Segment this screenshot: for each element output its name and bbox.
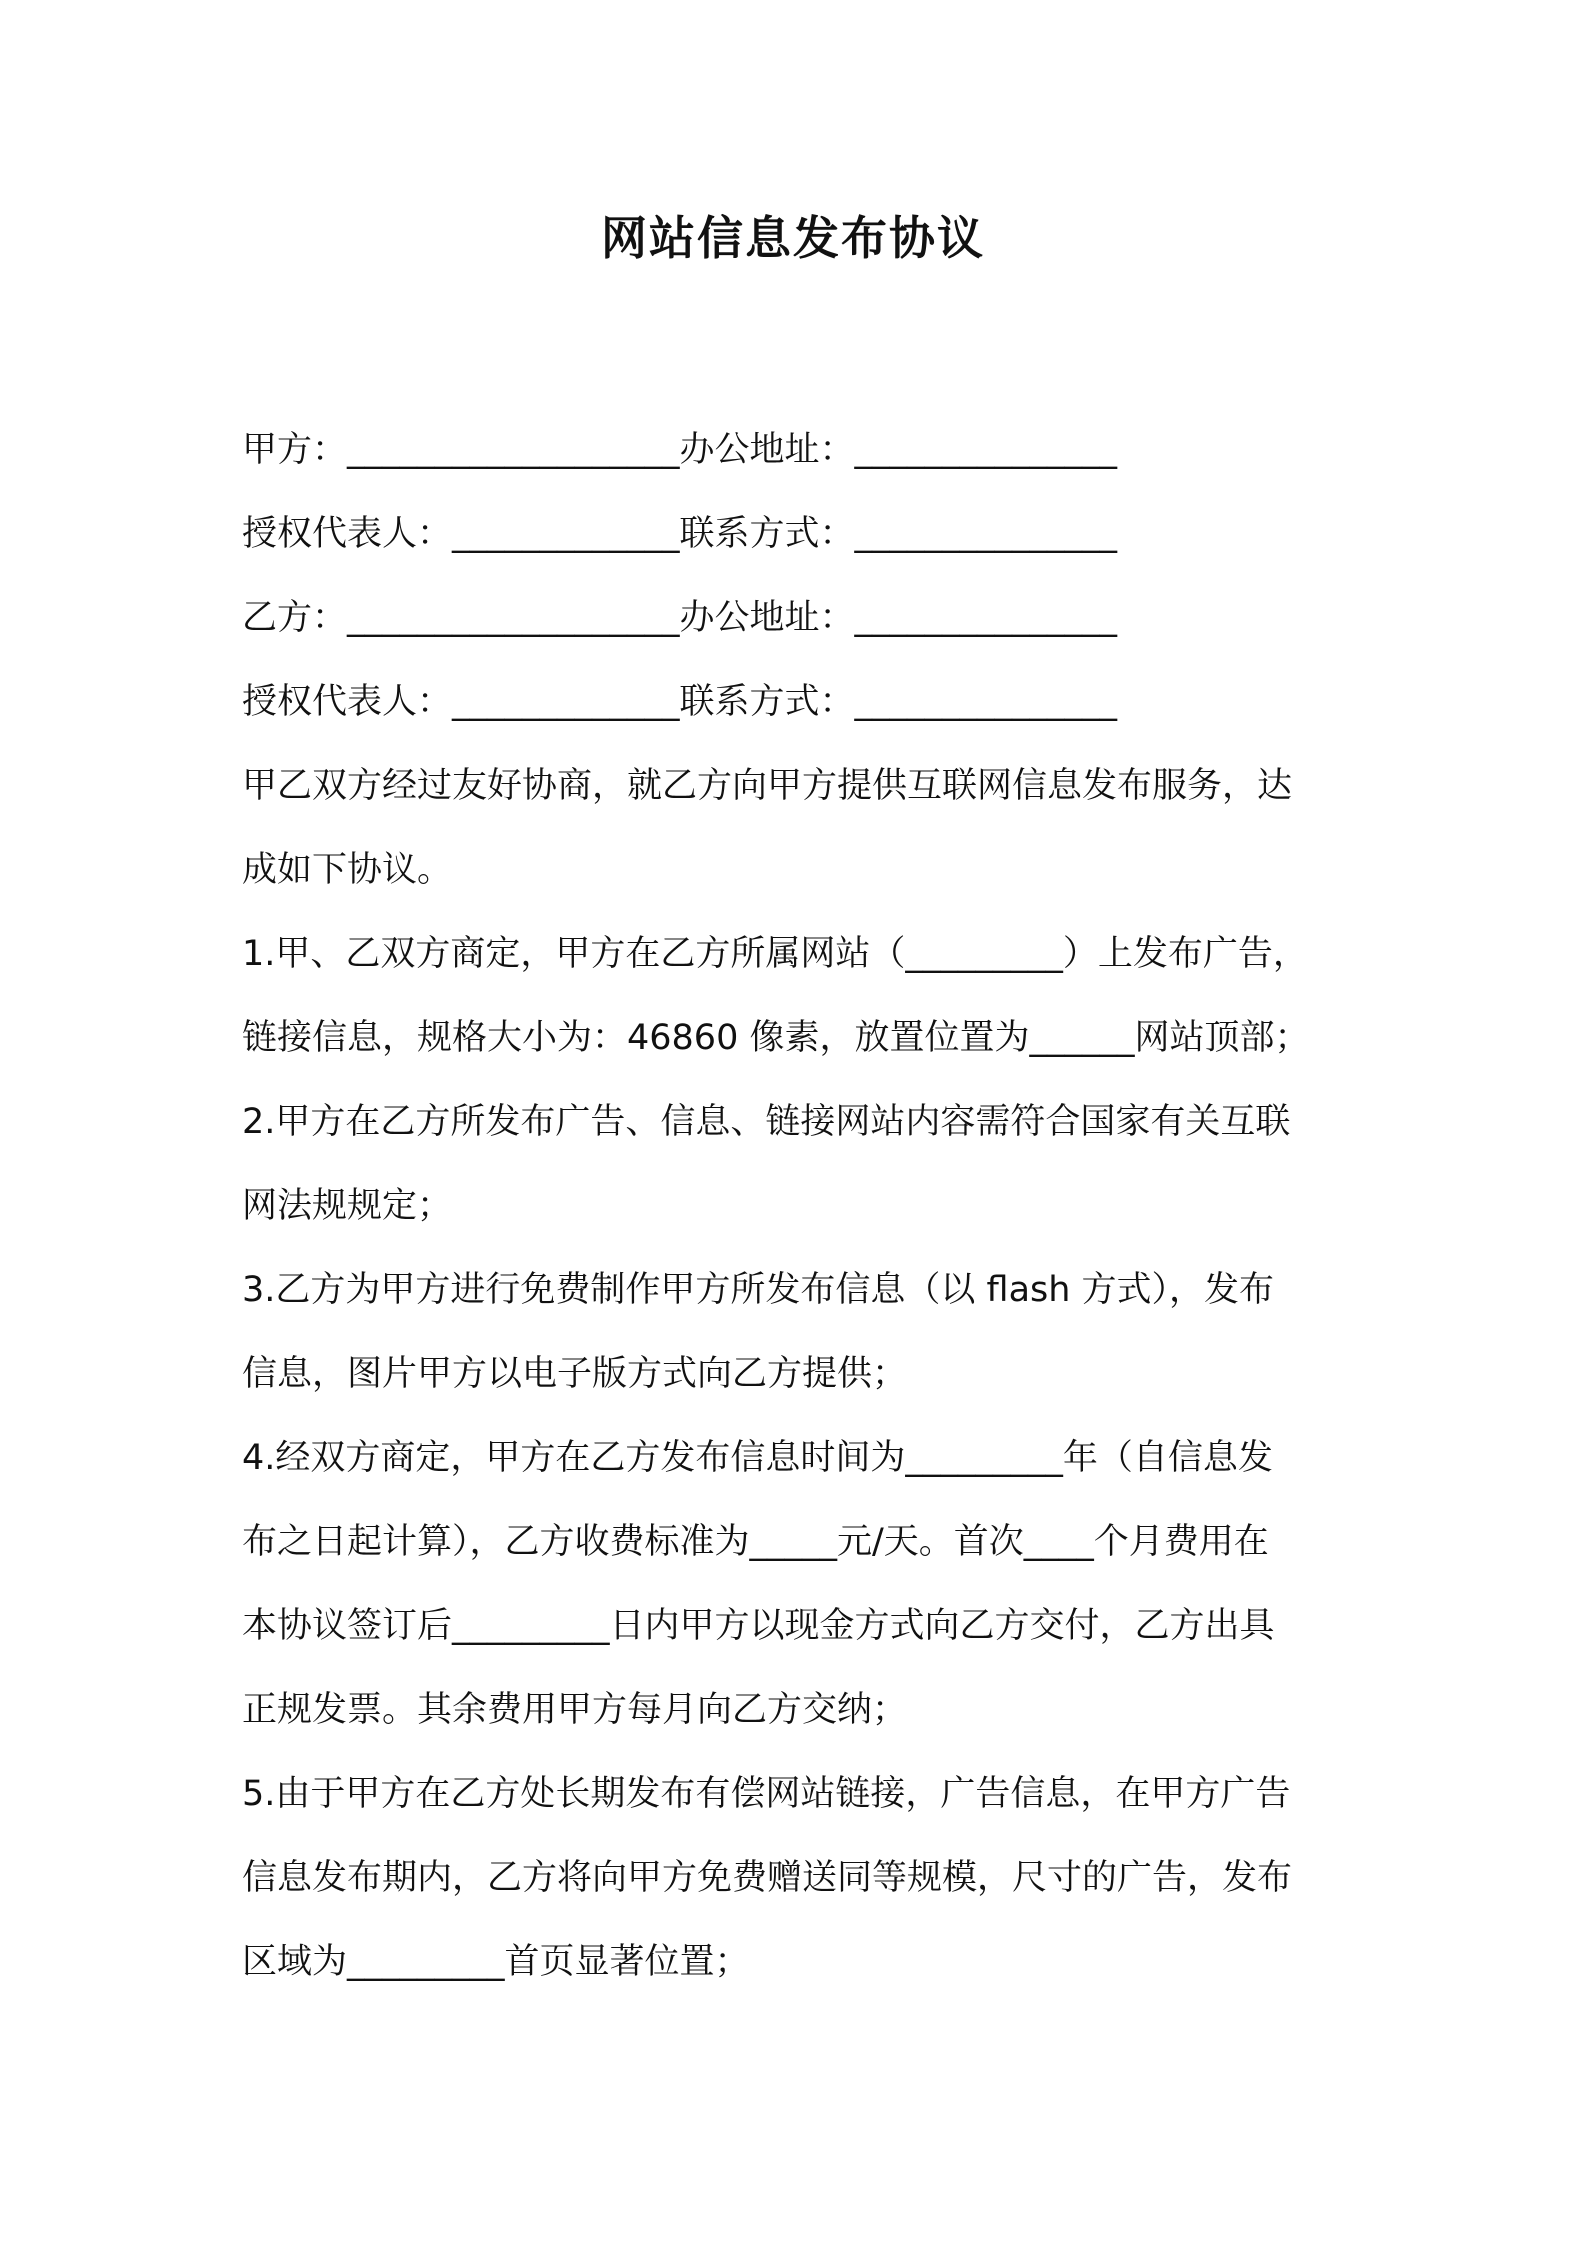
clause-3-line-1: 3.乙方为甲方进行免费制作甲方所发布信息（以 flash 方式），发布 <box>242 1270 1275 1310</box>
clause-4-line-1: 4.经双方商定，甲方在乙方发布信息时间为_________年（自信息发 <box>242 1438 1273 1478</box>
party-b-line: 乙方：___________________办公地址：_______________ <box>242 598 1118 638</box>
clause-4-line-4: 正规发票。其余费用甲方每月向乙方交纳； <box>242 1690 908 1730</box>
party-b-representative-line: 授权代表人：_____________联系方式：_______________ <box>242 682 1118 722</box>
clause-2-line-2: 网法规规定； <box>242 1186 453 1226</box>
clause-4-line-3: 本协议签订后_________日内甲方以现金方式向乙方交付，乙方出具 <box>242 1606 1275 1646</box>
intro-line-2: 成如下协议。 <box>242 850 453 890</box>
intro-line-1: 甲乙双方经过友好协商，就乙方向甲方提供互联网信息发布服务，达 <box>242 766 1293 806</box>
clause-5-line-2: 信息发布期内，乙方将向甲方免费赠送同等规模，尺寸的广告，发布 <box>242 1858 1293 1898</box>
clause-1-line-1: 1.甲、乙双方商定，甲方在乙方所属网站（_________）上发布广告， <box>242 934 1308 974</box>
document-body <box>242 408 1362 2004</box>
clause-2-line-1: 2.甲方在乙方所发布广告、信息、链接网站内容需符合国家有关互联 <box>242 1102 1291 1142</box>
clause-4-line-2: 布之日起计算），乙方收费标准为_____元/天。首次____个月费用在 <box>242 1522 1269 1562</box>
clause-3-line-2: 信息，图片甲方以电子版方式向乙方提供； <box>242 1354 908 1394</box>
document-title: 网站信息发布协议 <box>601 211 985 265</box>
clause-5-line-3: 区域为_________首页显著位置； <box>242 1942 750 1982</box>
clause-1-line-2: 链接信息，规格大小为：46860 像素，放置位置为______网站顶部； <box>242 1018 1310 1058</box>
clause-5-line-1: 5.由于甲方在乙方处长期发布有偿网站链接，广告信息，在甲方广告 <box>242 1774 1291 1814</box>
party-a-representative-line: 授权代表人：_____________联系方式：_______________ <box>242 514 1118 554</box>
party-a-line: 甲方：___________________办公地址：_______________ <box>242 430 1118 470</box>
